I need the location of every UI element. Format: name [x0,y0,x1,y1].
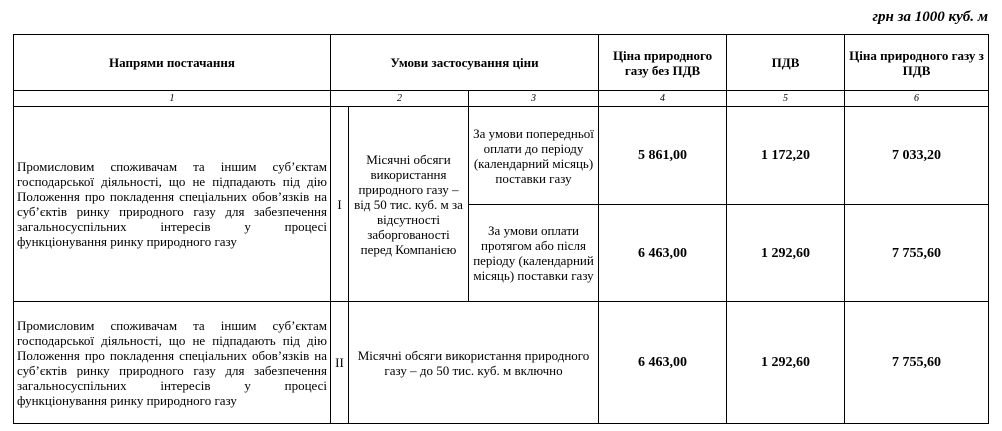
header-price-with-vat: Ціна природного газу з ПДВ [845,35,989,91]
header-vat: ПДВ [727,35,845,91]
table-row [14,302,989,424]
column-number: 5 [727,91,845,107]
group1-payment-prepay: За умови попередньої оплати до періоду (календарний місяць) поставки газу [469,107,599,205]
group2-vat: 1 292,60 [727,302,845,424]
table-row [14,107,989,205]
group2-price: 6 463,00 [599,302,727,424]
column-number: 4 [599,91,727,107]
unit-label: грн за 1000 куб. м [872,9,988,25]
group1-vat-postpay: 1 292,60 [727,205,845,302]
header-direction: Напрями постачання [14,35,331,91]
price-table [13,34,989,424]
group1-total-postpay: 7 755,60 [845,205,989,302]
group1-price-postpay: 6 463,00 [599,205,727,302]
group1-vat-prepay: 1 172,20 [727,107,845,205]
group1-payment-postpay: За умови оплати протягом або після періоду (календарний місяць) поставки газу [469,205,599,302]
group1-condition: Місячні обсяги використання природного газу – від 50 тис. куб. м за відсутності заборгованості перед Компанією [349,107,469,302]
group1-description: Промисловим споживачам та іншим суб’єктам господарської діяльності, що не підпадають під дію Положення про покладення спеціальних обов’язків на суб’єктів ринку природного газу для забезпечення загальносуспільних інтересів у процесі функціонування ринку природного газу [14,107,331,302]
group1-roman: I [331,107,349,302]
header-price-no-vat: Ціна природного газу без ПДВ [599,35,727,91]
group2-total: 7 755,60 [845,302,989,424]
header-conditions: Умови застосування ціни [331,35,599,91]
column-number-row [14,91,989,107]
group1-total-prepay: 7 033,20 [845,107,989,205]
column-number: 1 [14,91,331,107]
header-row [14,35,989,91]
group2-roman: II [331,302,349,424]
group1-price-prepay: 5 861,00 [599,107,727,205]
group2-condition: Місячні обсяги використання природного газу – до 50 тис. куб. м включно [349,302,599,424]
group2-description: Промисловим споживачам та іншим суб’єктам господарської діяльності, що не підпадають під дію Положення про покладення спеціальних обов’язків на суб’єктів ринку природного газу для забезпечення загальносуспільних інтересів у процесі функціонування ринку природного газу [14,302,331,424]
column-number: 2 [331,91,469,107]
column-number: 3 [469,91,599,107]
column-number: 6 [845,91,989,107]
